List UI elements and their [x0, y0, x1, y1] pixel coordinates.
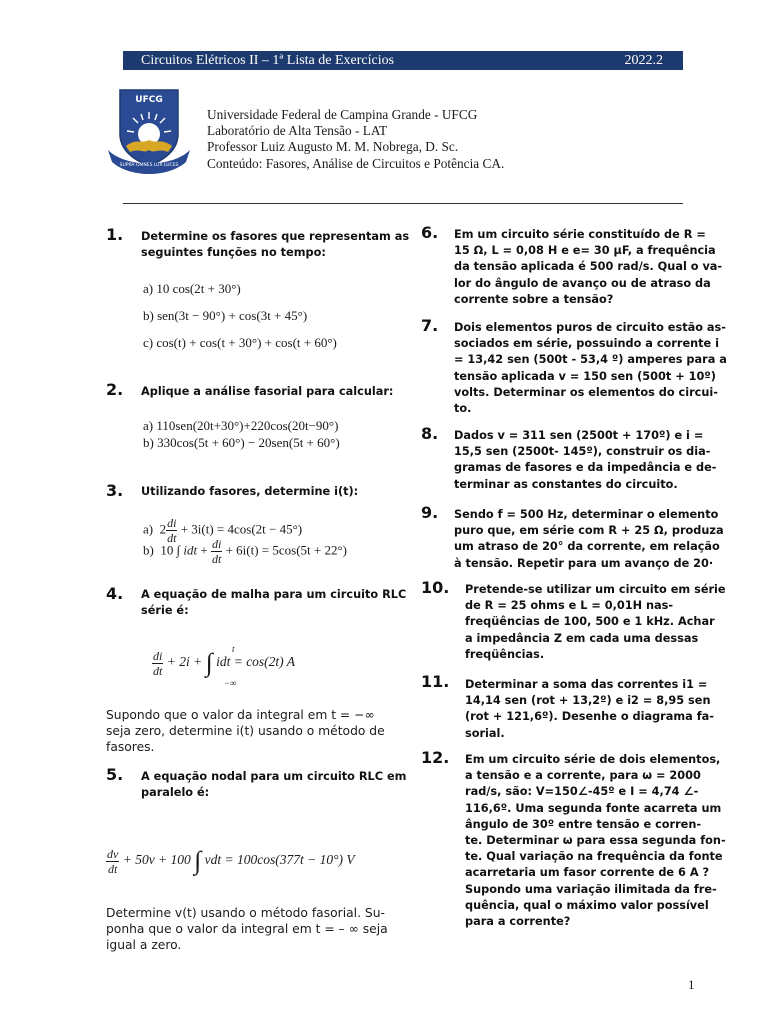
question-10-number: 10.	[421, 578, 450, 597]
title-bar	[123, 51, 683, 70]
question-1-number: 1.	[106, 225, 124, 244]
question-3-item-a: a) 2 $\frac{di}{dt}$ + 3i(t) = 4cos(2t − 45°)	[143, 516, 303, 545]
question-11-number: 11.	[421, 672, 450, 691]
header-university: Universidade Federal de Campina Grande - UFCG	[207, 107, 478, 122]
question-5-number: 5.	[106, 765, 124, 784]
question-10-text: Pretende-se utilizar um circuito em série de R = 25 ohms e L = 0,01H nas- freqüências de 100, 500 e 1 kHz. Achar a impedância Z em cada uma dessas freqüências.	[465, 583, 726, 661]
question-8-text: Dados v = 311 sen (2500t + 170º) e i = 15,5 sen (2500t- 145º), construir os dia- gramas de fasores e da impedância e de- terminar as constantes do circuito.	[454, 429, 717, 491]
question-1-item-a: a) 10 cos(2t + 30°)	[143, 281, 241, 296]
question-12-text: Em um circuito série de dois elementos, a tensão e a corrente, para ω = 2000 rad/s, são: V=150∠-45º e I = 4,74 ∠- 116,6º. Uma segunda fonte acarreta um ângulo de 30º entre tensão e corren- te. Determinar ω para essa segunda fon- te. Qual variação na frequência da fonte acarretaria um fasor corrente de 6 A ? Supondo uma variação ilimitada da fre- quência, qual o máximo valor possível para a corrente?	[465, 753, 726, 929]
question-5-text: A equação nodal para um circuito RLC em paralelo é:	[141, 770, 407, 800]
question-6-number: 6.	[421, 223, 439, 242]
question-2-item-a: a) 110sen(20t+30°)+220cos(20t−90°)	[143, 418, 339, 433]
question-5-equation: $\frac{dv}{dt}$ + 50v + 100 ∫ vdt = 100cos(377t − 10°) V	[107, 846, 355, 876]
ufcg-logo	[106, 88, 192, 178]
question-12-number: 12.	[421, 748, 450, 767]
question-3-number: 3.	[106, 481, 124, 500]
question-8-number: 8.	[421, 424, 439, 443]
question-7-number: 7.	[421, 316, 439, 335]
question-5-body: Determine v(t) usando o método fasorial. Su- ponha que o valor da integral em t = – ∞ seja igual a zero.	[106, 906, 388, 953]
question-3-item-b: b) 10 ∫ idt + $\frac{di}{dt}$ + 6i(t) = 5cos(5t + 22°)	[143, 537, 348, 566]
header-lab: Laboratório de Alta Tensão - LAT	[207, 123, 388, 139]
question-11-text: Determinar a soma das correntes i1 = 14,14 sen (rot + 13,2º) e i2 = 8,95 sen (rot + 121,6º). Desenhe o diagrama fa- sorial.	[465, 678, 714, 740]
header-content: Conteúdo: Fasores, Análise de Circuitos e Potência CA.	[207, 155, 505, 171]
document-title: Circuitos Elétricos II – 1ª Lista de Exercícios	[141, 53, 395, 68]
question-7-text: Dois elementos puros de circuito estão as- sociados em série, possuindo a corrente i = 13,42 sen (500t - 53,4 º) amperes para a tensão aplicada v = 150 sen (500t + 10º) volts. Determinar os elementos do circui- to.	[454, 321, 727, 416]
question-4-text: A equação de malha para um circuito RLC série é:	[141, 588, 407, 618]
logo-ufcg-text: UFCG	[135, 95, 163, 105]
question-1-item-c: c) cos(t) + cos(t + 30°) + cos(t + 60°)	[143, 335, 337, 350]
question-4-equation: $\frac{di}{dt}$ + 2i + ∫ t −∞ idt = cos(2t) A	[153, 644, 296, 688]
question-6-text: Em um circuito série constituído de R = 15 Ω, L = 0,08 H e e= 30 μF, a frequência da tensão aplicada é 500 rad/s. Qual o va- lor do ângulo de avanço ou de atraso da corrente sobre a tensão?	[454, 228, 723, 306]
question-9-number: 9.	[421, 503, 439, 522]
question-2-text: Aplique a análise fasorial para calcular:	[141, 385, 394, 398]
question-9-text: Sendo f = 500 Hz, determinar o elemento puro que, em série com R + 25 Ω, produza um atraso de 20° da corrente, em relação à tensão. Repetir para um avanço de 20·	[454, 508, 724, 570]
question-2-number: 2.	[106, 380, 124, 399]
logo-motto: SUPRA OMNES LUX LUCES	[119, 163, 179, 168]
question-1-text: Determine os fasores que representam as seguintes funções no tempo:	[141, 230, 410, 260]
institution-header	[207, 107, 504, 172]
page-number: 1	[688, 977, 695, 992]
question-3-text: Utilizando fasores, determine i(t):	[141, 485, 359, 498]
header-divider	[123, 203, 683, 204]
question-2-item-b: b) 330cos(5t + 60°) − 20sen(5t + 60°)	[143, 435, 340, 450]
question-4-number: 4.	[106, 584, 124, 603]
question-1-item-b: b) sen(3t − 90°) + cos(3t + 45°)	[143, 308, 308, 323]
question-4-body: Supondo que o valor da integral em t = −∞ seja zero, determine i(t) usando o método de fasores.	[106, 708, 385, 755]
header-professor: Professor Luiz Augusto M. M. Nobrega, D. Sc.	[207, 139, 459, 155]
semester-label: 2022.2	[624, 53, 663, 68]
